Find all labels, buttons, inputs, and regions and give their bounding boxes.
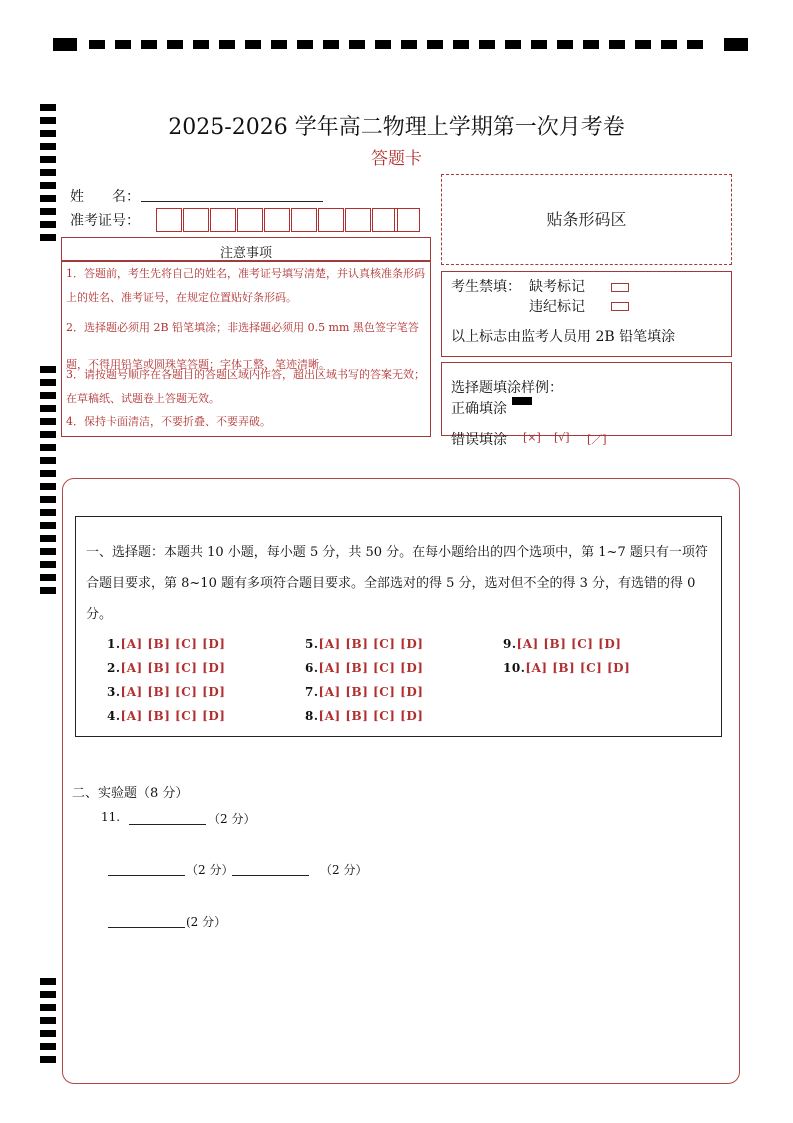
violation-mark-label: 违纪标记: [529, 299, 585, 315]
question-number: 6.: [305, 661, 319, 675]
score-label: (2 分）: [186, 915, 227, 929]
wrong-fill-sample-1: [×]: [523, 431, 541, 444]
question-number: 8.: [305, 709, 319, 723]
barcode-area[interactable]: [441, 174, 732, 265]
question-11-number: 11.: [101, 810, 121, 824]
choice-question[interactable]: [305, 685, 423, 699]
choice-question[interactable]: [107, 637, 225, 651]
exam-id-digit-box[interactable]: [318, 208, 344, 232]
notice-heading-box: [61, 237, 431, 261]
choice-options[interactable]: [A] [B] [C] [D]: [318, 709, 424, 723]
correct-fill-sample: [512, 397, 532, 405]
score-label: （2 分）: [320, 863, 368, 877]
notice-item-3: 3．请按题号顺序在各题目的答题区域内作答，超出区域书写的答案无效；在草稿纸、试题卷上答题无效。: [66, 368, 425, 405]
choice-options[interactable]: [A] [B] [C] [D]: [318, 661, 424, 675]
choice-question[interactable]: [107, 685, 225, 699]
choice-options[interactable]: [A] [B] [C] [D]: [120, 709, 226, 723]
prohibit-label: 考生禁填：: [451, 279, 521, 295]
answer-blank[interactable]: [108, 874, 185, 876]
choice-question[interactable]: [107, 661, 225, 675]
exam-id-digit-box[interactable]: [394, 208, 420, 232]
score-label: （2 分）: [208, 812, 256, 826]
question-number: 2.: [107, 661, 121, 675]
experiment-section-title: 二、实验题（8 分）: [72, 786, 189, 801]
violation-mark-box[interactable]: [611, 302, 629, 311]
fill-example-title: 选择题填涂样例：: [451, 380, 563, 396]
exam-id-digit-box[interactable]: [291, 208, 317, 232]
question-number: 4.: [107, 709, 121, 723]
exam-id-label: 准考证号：: [70, 213, 140, 229]
choice-question[interactable]: [305, 661, 423, 675]
question-number: 1.: [107, 637, 121, 651]
choice-question[interactable]: [503, 661, 630, 675]
notice-item-1: 1．答题前，考生先将自己的姓名，准考证号填写清楚，并认真核准条形码上的姓名、准考证号，在规定位置贴好条形码。: [66, 267, 425, 304]
exam-id-digit-box[interactable]: [156, 208, 182, 232]
exam-id-digit-box[interactable]: [345, 208, 371, 232]
barcode-label: 贴条形码区: [546, 210, 627, 229]
exam-id-digit-box[interactable]: [237, 208, 263, 232]
page-title: 2025-2026 学年高二物理上学期第一次月考卷: [168, 115, 625, 140]
question-number: 10.: [503, 661, 526, 675]
wrong-fill-sample-3: [／]: [587, 433, 607, 446]
choice-question[interactable]: [305, 637, 423, 651]
exam-id-digit-box[interactable]: [183, 208, 209, 232]
answer-blank[interactable]: [129, 823, 206, 825]
exam-id-digit-box[interactable]: [210, 208, 236, 232]
prohibit-note: 以上标志由监考人员用 2B 铅笔填涂: [451, 329, 676, 345]
choice-options[interactable]: [A] [B] [C] [D]: [120, 661, 226, 675]
absent-mark-label: 缺考标记: [529, 279, 585, 295]
choice-options[interactable]: [A] [B] [C] [D]: [318, 637, 424, 651]
page-subtitle: 答题卡: [371, 149, 422, 169]
choice-options[interactable]: [A] [B] [C] [D]: [318, 685, 424, 699]
correct-fill-label: 正确填涂: [451, 401, 507, 417]
notice-item-2: 2．选择题必须用 2B 铅笔填涂；非选择题必须用 0.5 mm 黑色签字笔答题，不得用铅笔或圆珠笔答题；字体工整、笔迹清晰。: [66, 321, 419, 371]
question-number: 7.: [305, 685, 319, 699]
question-number: 3.: [107, 685, 121, 699]
notice-item-4: 4．保持卡面清洁，不要折叠、不要弄破。: [66, 415, 271, 428]
name-field[interactable]: [141, 200, 323, 202]
exam-id-digit-box[interactable]: [264, 208, 290, 232]
name-label: 姓 名：: [70, 189, 140, 205]
choice-question[interactable]: [305, 709, 423, 723]
wrong-fill-sample-2: [√]: [554, 431, 570, 444]
choice-options[interactable]: [A] [B] [C] [D]: [120, 637, 226, 651]
score-label: （2 分）: [186, 863, 234, 877]
notice-heading: 注意事项: [219, 246, 272, 261]
choice-options[interactable]: [A] [B] [C] [D]: [516, 637, 622, 651]
answer-blank[interactable]: [232, 874, 309, 876]
wrong-fill-label: 错误填涂: [451, 432, 507, 448]
question-number: 9.: [503, 637, 517, 651]
choice-question[interactable]: [107, 709, 225, 723]
choice-options[interactable]: [A] [B] [C] [D]: [120, 685, 226, 699]
choice-options[interactable]: [A] [B] [C] [D]: [525, 661, 631, 675]
absent-mark-box[interactable]: [611, 283, 629, 292]
choice-section-instructions: 一、选择题：本题共 10 小题，每小题 5 分，共 50 分。在每小题给出的四个选项中，第 1~7 题只有一项符合题目要求，第 8~10 题有多项符合题目要求。全部选对的得 5 分，选对但不全的得 3 分，有选错的得 0 分。: [86, 545, 708, 622]
answer-blank[interactable]: [108, 926, 185, 928]
choice-question[interactable]: [503, 637, 621, 651]
question-number: 5.: [305, 637, 319, 651]
